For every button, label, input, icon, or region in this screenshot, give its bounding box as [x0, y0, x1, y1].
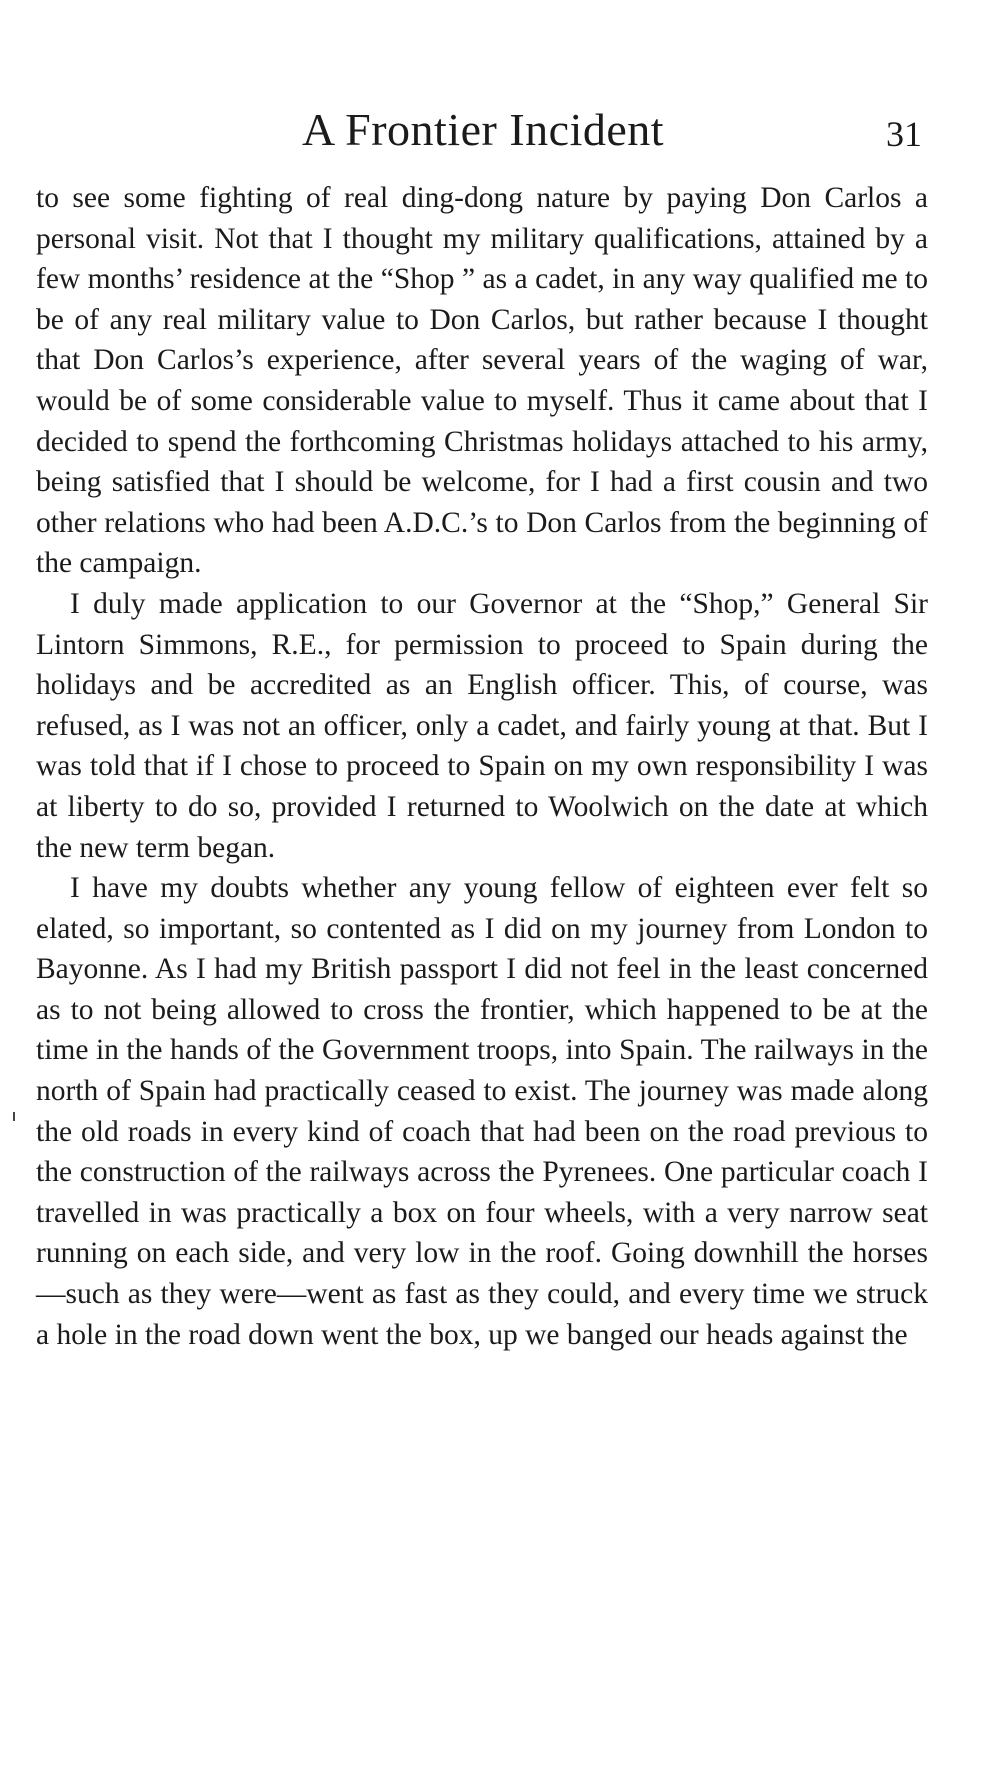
body-text [36, 178, 928, 1355]
page-number: 31 [886, 114, 922, 154]
paragraph-journey: I have my doubts whether any young fellow of eighteen ever felt so elated, so important, so contented as I did on my journey from London to Bayonne. As I had my British passport I did not feel in the least concerned as to not being allowed to cross the frontier, which happened to be at the time in the hands of the Government troops, into Spain. The railways in the north of Spain had practically ceased to exist. The journey was made along the old roads in every kind of coach that had been on the road previous to the construction of the railways across the Pyrenees. One particular coach I travelled in was practically a box on four wheels, with a very narrow seat running on each side, and very low in the roof. Going downhill the horses—such as they were—went as fast as they could, and every time we struck a hole in the road down went the box, up we banged our heads against the [36, 872, 928, 1351]
margin-mark [13, 1112, 15, 1121]
paragraph-application: I duly made application to our Governor at the “Shop,” General Sir Lintorn Simmons, R.E., for permission to proceed to Spain during the holidays and be accredited as an English officer. This, of course, was refused, as I was not an officer, only a cadet, and fairly young at that. But I was told that if I chose to proceed to Spain on my own responsibility I was at liberty to do so, provided I returned to Woolwich on the date at which the new term began. [36, 587, 928, 864]
paragraph-continued: to see some fighting of real ding-dong nature by paying Don Carlos a personal visit. Not that I thought my military qualifications, attained by a few months’ residence at the “Shop ” as a cadet, in any way qualified me to be of any real military value to Don Carlos, but rather because I thought that Don Carlos’s experience, after several years of the waging of war, would be of some considerable value to myself. Thus it came about that I decided to spend the forthcoming Christmas holidays attached to his army, being satisfied that I should be welcome, for I had a first cousin and two other relations who had been A.D.C.’s to Don Carlos from the beginning of the campaign. [36, 182, 928, 580]
running-header [0, 100, 1000, 160]
running-title: A Frontier Incident [301, 104, 665, 155]
